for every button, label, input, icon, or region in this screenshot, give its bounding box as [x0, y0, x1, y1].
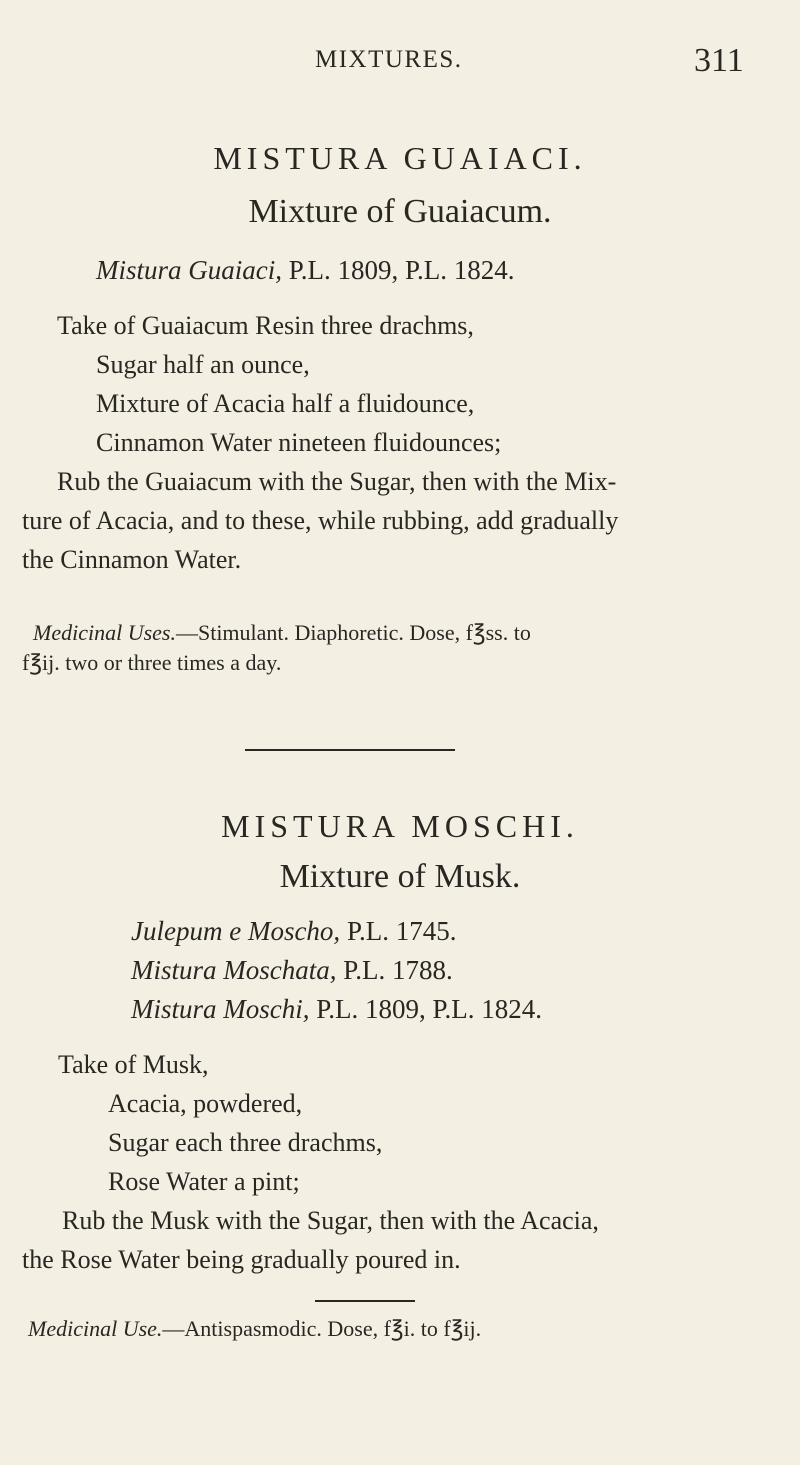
running-title: MIXTURES. [315, 46, 463, 73]
medicinal-use-note [28, 1316, 481, 1342]
synonym-name: Mistura Moschi, [131, 994, 310, 1024]
recipe-line: Mixture of Acacia half a fluidounce, [96, 389, 475, 418]
synonym-refs: P.L. 1788. [343, 955, 453, 985]
page-number: 311 [694, 42, 744, 79]
recipe-line: Rose Water a pint; [108, 1167, 300, 1196]
medicinal-uses-note-cont: f℥ij. two or three times a day. [22, 650, 282, 675]
recipe-line: Cinnamon Water nineteen fluidounces; [96, 428, 502, 457]
recipe-line: Take of Musk, [58, 1050, 209, 1079]
synonym-refs: P.L. 1745. [346, 916, 457, 946]
uses-text: —Antispasmodic. Dose, f℥i. to f℥ij. [162, 1316, 482, 1341]
recipe-line: Sugar each three drachms, [108, 1128, 383, 1157]
synonym-refs: P.L. 1809, P.L. 1824. [316, 994, 543, 1024]
recipe-line: Rub the Musk with the Sugar, then with the Acacia, [62, 1206, 599, 1235]
recipe-line: ture of Acacia, and to these, while rubbing, add gradually [22, 506, 619, 535]
uses-text: —Stimulant. Diaphoretic. Dose, f℥ss. to [175, 620, 531, 645]
synonym-refs: P.L. 1809, P.L. 1824. [288, 255, 515, 285]
synonym-name: Julepum e Moscho, [131, 916, 341, 946]
recipe-line: the Rose Water being gradually poured in. [22, 1245, 461, 1274]
recipe-line: Sugar half an ounce, [96, 350, 310, 379]
medicinal-uses-note [33, 620, 531, 646]
section1-synonym [96, 255, 515, 286]
section2-synonym [131, 994, 542, 1025]
uses-label: Medicinal Use. [28, 1316, 163, 1341]
section1-latin-title: MISTURA GUAIACI. [213, 140, 587, 176]
recipe-line: Rub the Guaiacum with the Sugar, then with the Mix- [57, 467, 617, 496]
section1-english-title: Mixture of Guaiacum. [248, 193, 552, 230]
section-divider [245, 749, 455, 751]
section2-english-title: Mixture of Musk. [279, 858, 521, 895]
recipe-line: the Cinnamon Water. [22, 545, 242, 574]
synonym-name: Mistura Moschata, [131, 955, 337, 985]
synonym-name: Mistura Guaiaci, [96, 255, 282, 285]
recipe-line: Acacia, powdered, [108, 1089, 303, 1118]
section2-latin-title: MISTURA MOSCHI. [221, 808, 579, 844]
short-divider [315, 1300, 415, 1302]
uses-label: Medicinal Uses. [33, 620, 176, 645]
recipe-line: Take of Guaiacum Resin three drachms, [57, 311, 474, 340]
section2-synonym [131, 955, 453, 986]
section2-synonym [131, 916, 456, 947]
running-head [0, 42, 800, 82]
